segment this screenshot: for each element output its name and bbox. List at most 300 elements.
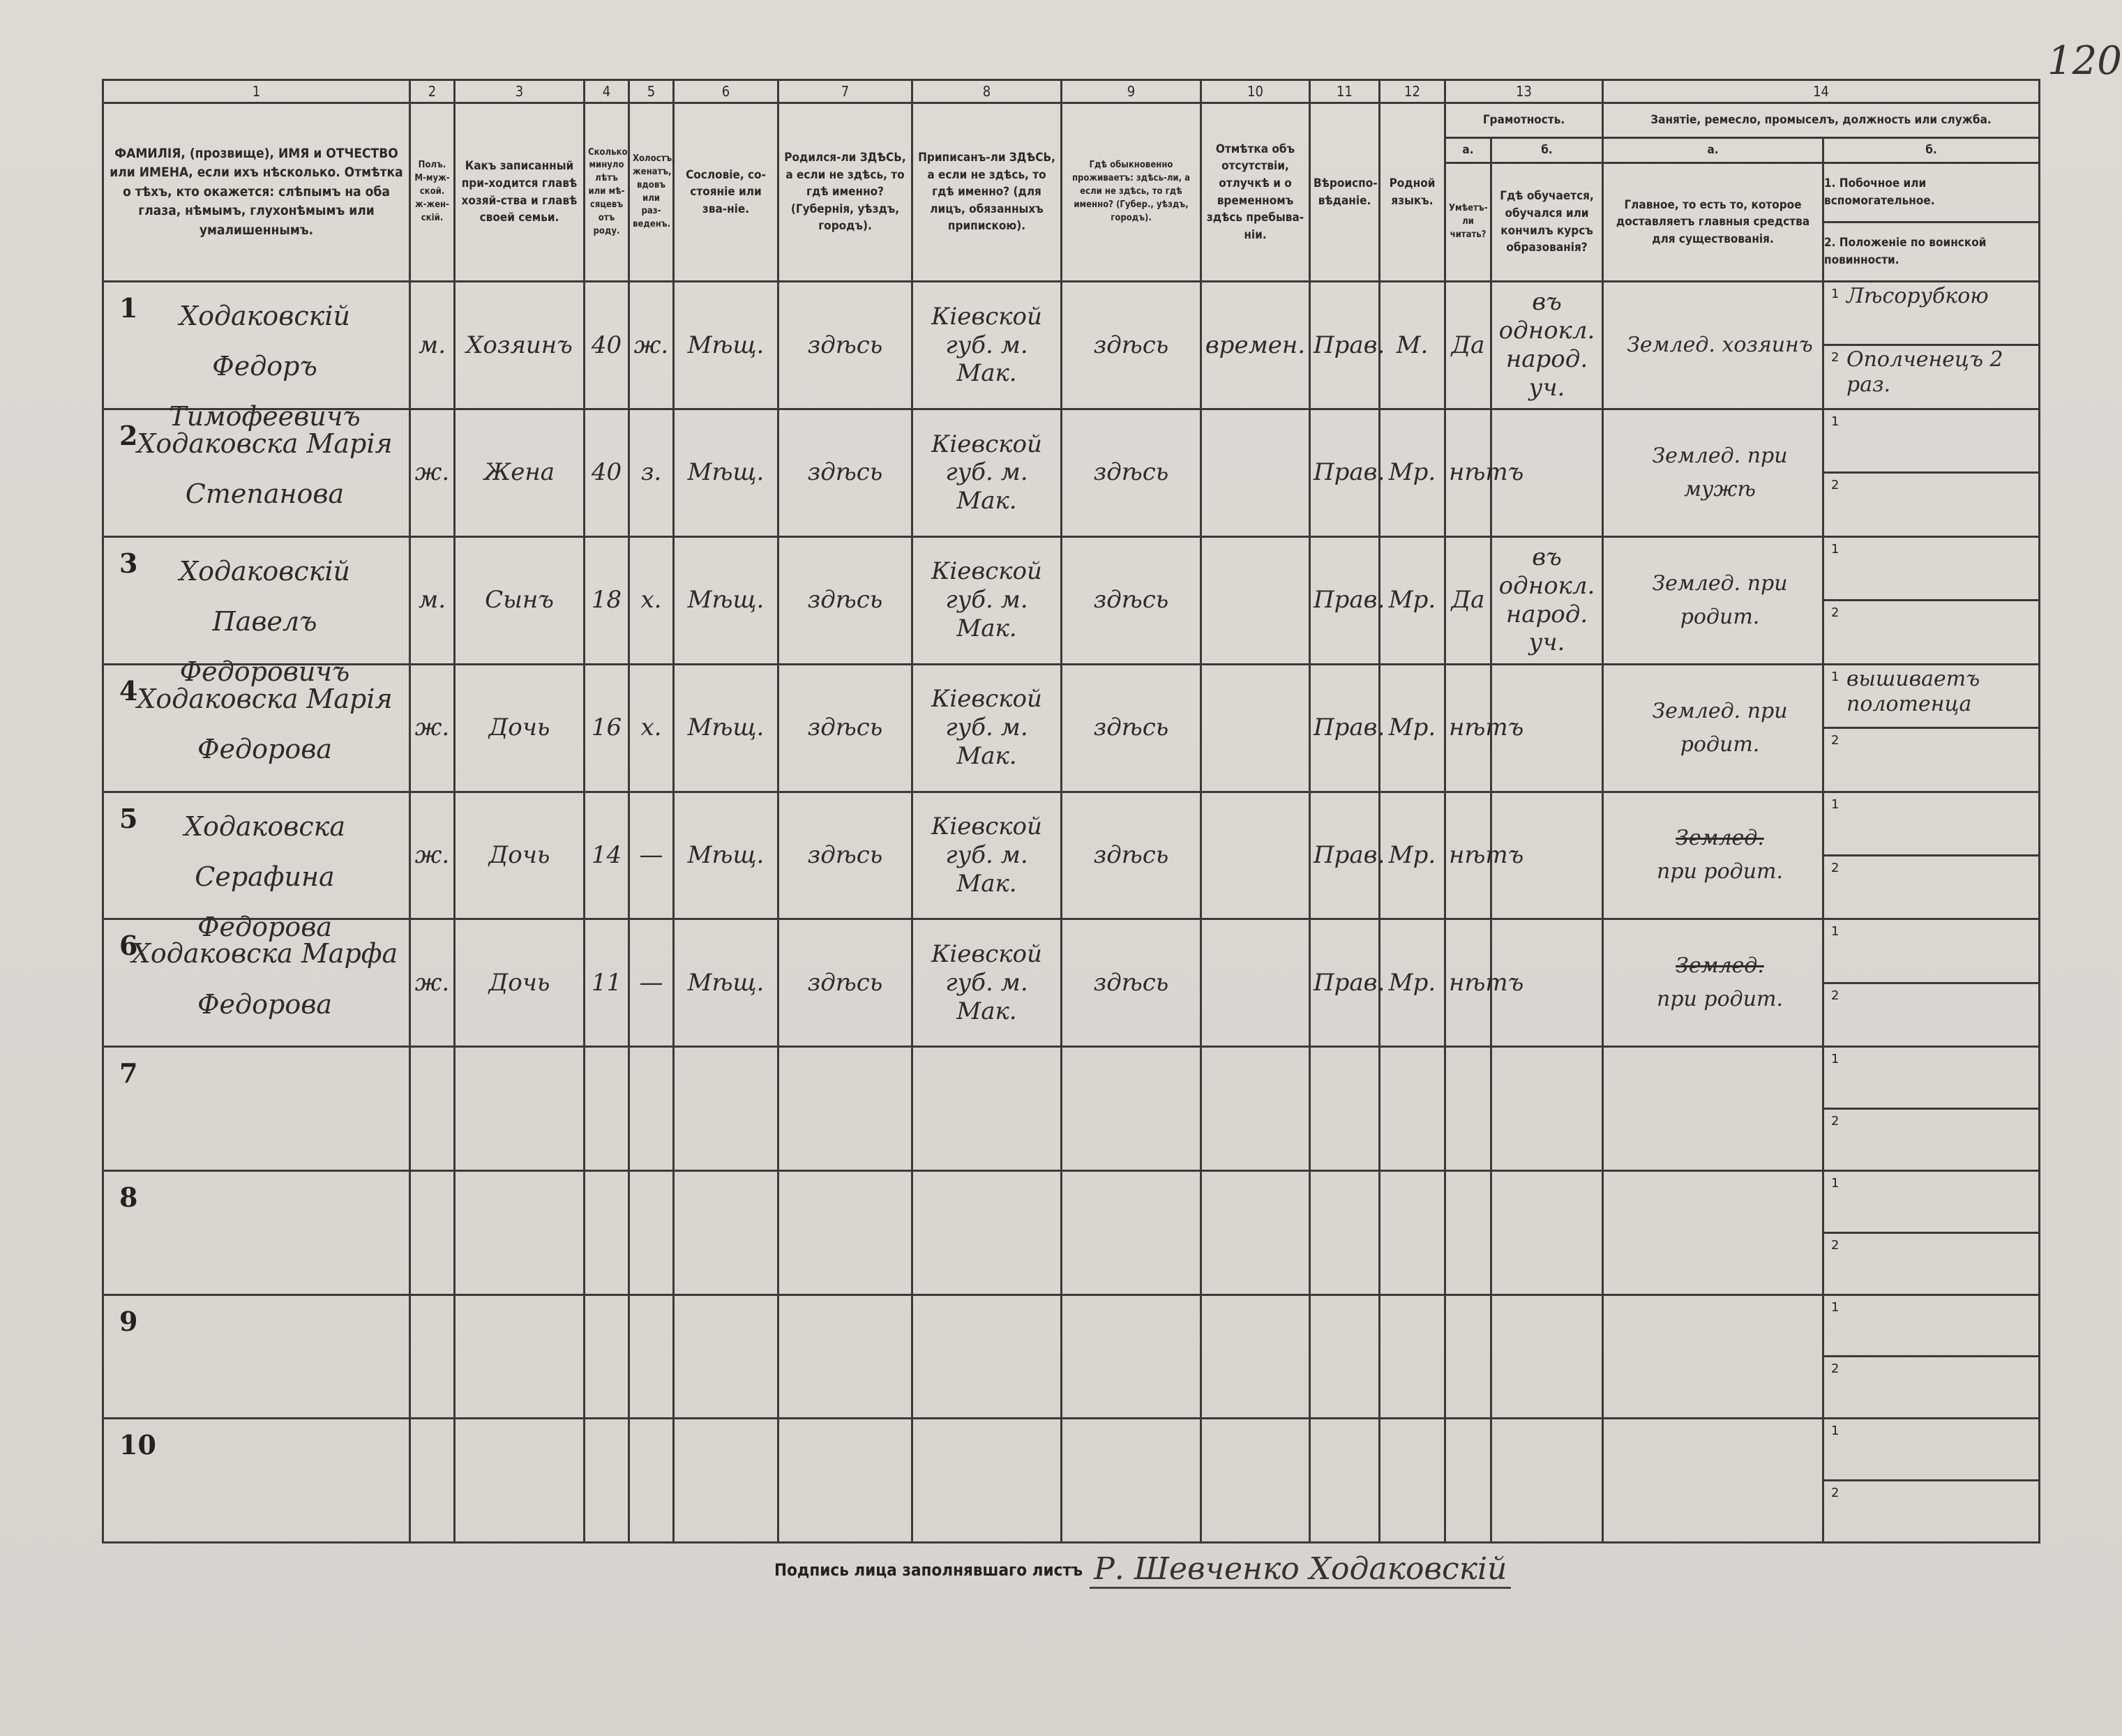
cell-age <box>585 1170 629 1295</box>
cell-marital <box>629 409 674 536</box>
header-row-1 <box>103 103 2040 138</box>
row-number: 5 <box>119 802 138 834</box>
value-born: здѣсь <box>807 714 883 742</box>
value-estate: Мѣщ. <box>687 841 765 870</box>
occupation-struck: Землед. <box>1676 953 1764 979</box>
cell-literate <box>1445 664 1524 792</box>
sub-index: 2 <box>1831 350 1839 365</box>
person-name-cell <box>103 792 410 942</box>
cell-religion <box>1310 919 1385 1047</box>
cell-sex <box>410 282 455 409</box>
col-number: 9 <box>1062 80 1201 103</box>
value-education: въ однокл. народ. уч. <box>1498 288 1595 402</box>
value-residence: здѣсь <box>1093 586 1169 614</box>
header-marital: Холостъ, женатъ, вдовъ или раз-веденъ. <box>629 103 674 282</box>
value-relation: Дочь <box>488 841 550 870</box>
table-row <box>103 1295 2040 1419</box>
person-name-cell <box>103 919 410 1047</box>
value-sex: ж. <box>414 841 450 870</box>
value-estate: Мѣщ. <box>687 458 765 487</box>
cell-sex <box>410 919 455 1047</box>
cell-estate <box>674 664 778 792</box>
value-age: 16 <box>591 714 622 742</box>
person-name-cell <box>103 536 410 688</box>
value-born: здѣсь <box>807 968 883 997</box>
military-status-2 <box>1824 474 2038 535</box>
cell-age <box>585 536 629 664</box>
header-occupation-b-letter: б. <box>1823 138 2040 163</box>
cell-registered <box>912 282 1062 409</box>
value-age: 11 <box>591 968 622 997</box>
military-status-2 <box>1824 346 2038 407</box>
cell-relation <box>455 792 585 919</box>
page-number: 120 <box>2047 38 2122 84</box>
header-education: Гдѣ обучается, обучался или кончилъ курсъ образованія? <box>1491 163 1603 282</box>
cell-estate <box>674 282 778 409</box>
col-number: 11 <box>1310 80 1380 103</box>
sub-index: 2 <box>1831 860 1839 875</box>
table-row <box>103 536 2040 664</box>
value-born: здѣсь <box>807 586 883 614</box>
signature-value: Р. Шевченко Ходаковскiй <box>1090 1551 1511 1589</box>
value-residence: здѣсь <box>1093 841 1169 870</box>
cell-residence <box>1062 1419 1201 1543</box>
sub-index: 1 <box>1831 924 1839 939</box>
cell-registered <box>912 1295 1062 1419</box>
military-status-2 <box>1824 1481 2038 1541</box>
cell-relation <box>455 536 585 664</box>
signature-line <box>774 1551 1511 1589</box>
table-row <box>103 919 2040 1047</box>
side-occupation-value: вышиваетъ полотенца <box>1846 666 1980 716</box>
value-estate: Мѣщ. <box>687 968 765 997</box>
sub-index: 2 <box>1831 605 1839 621</box>
cell-relation <box>455 1047 585 1171</box>
person-name-cell <box>103 664 410 792</box>
col-number: 1 <box>103 80 410 103</box>
cell-residence <box>1062 664 1201 792</box>
cell-occupation <box>1603 1170 1823 1295</box>
column-number-row <box>103 80 2040 103</box>
cell-age <box>585 1295 629 1419</box>
cell-marital <box>629 919 674 1047</box>
cell-marital <box>629 1170 674 1295</box>
header-name: ФАМИЛІЯ, (прозвище), ИМЯ и ОТЧЕСТВО или ИМЕНА, если ихъ нѣсколько. Отмѣтка о тѣхъ, кто окажется: слѣпымъ на оба глаза, нѣмымъ, глухонѣмымъ или умалишеннымъ. <box>103 103 410 282</box>
header-relation: Какъ записанный при-ходится главѣ хозяй-ства и главѣ своей семьи. <box>455 103 585 282</box>
col-number: 14 <box>1603 80 2040 103</box>
cell-registered <box>912 409 1062 536</box>
value-literate: нѣтъ <box>1449 968 1524 997</box>
sub-index: 1 <box>1831 1052 1839 1067</box>
side-occupation-1 <box>1824 538 2038 601</box>
value-age: 18 <box>591 586 622 614</box>
row-number: 8 <box>119 1181 138 1213</box>
cell-language <box>1380 1419 1445 1543</box>
sub-index: 1 <box>1831 414 1839 429</box>
cell-religion <box>1310 536 1385 664</box>
row-number: 9 <box>119 1305 138 1337</box>
table-row <box>103 282 2040 409</box>
sub-index: 1 <box>1831 287 1839 301</box>
cell-education <box>1491 1295 1603 1419</box>
person-name-cell <box>103 1170 410 1295</box>
sub-index: 2 <box>1831 478 1839 493</box>
col-number: 5 <box>629 80 674 103</box>
value-estate: Мѣщ. <box>687 714 765 742</box>
cell-literate <box>1445 282 1491 409</box>
cell-absence <box>1201 536 1310 664</box>
cell-marital <box>629 282 674 409</box>
cell-born <box>778 536 912 664</box>
sub-index: 2 <box>1831 1361 1839 1377</box>
cell-religion <box>1310 282 1385 409</box>
side-occupation-1 <box>1824 1048 2038 1110</box>
cell-absence <box>1201 1419 1310 1543</box>
cell-registered <box>912 1047 1062 1171</box>
cell-literate <box>1445 792 1524 919</box>
person-name-cell <box>103 1047 410 1171</box>
value-age: 40 <box>591 331 622 359</box>
occupation-main: Землед. хозяинъ <box>1627 332 1813 357</box>
cell-religion <box>1310 792 1385 919</box>
cell-registered <box>912 1419 1062 1543</box>
col-number: 3 <box>455 80 585 103</box>
cell-absence <box>1201 1295 1310 1419</box>
value-estate: Мѣщ. <box>687 331 765 359</box>
table-row <box>103 792 2040 919</box>
table-row <box>103 409 2040 536</box>
value-marital: — <box>639 968 663 997</box>
value-age: 14 <box>591 841 622 870</box>
value-religion: Прав. <box>1314 714 1385 742</box>
cell-sex <box>410 536 455 664</box>
col-number: 6 <box>674 80 778 103</box>
cell-residence <box>1062 282 1201 409</box>
cell-occupation <box>1603 919 1823 1047</box>
value-relation: Сынъ <box>485 586 554 614</box>
cell-side-occupation <box>1823 919 2040 1047</box>
value-marital: х. <box>640 586 662 614</box>
cell-education <box>1491 1170 1603 1295</box>
header-absence: Отмѣтка объ отсутствіи, отлучкѣ и о временномъ здѣсь пребыва-ніи. <box>1201 103 1310 282</box>
cell-born <box>778 664 912 792</box>
value-religion: Прав. <box>1314 968 1385 997</box>
cell-residence <box>1062 792 1201 919</box>
header-residence: Гдѣ обыкновенно проживаетъ: здѣсь-ли, а если не здѣсь, то гдѣ именно? (Губер., уѣздъ, городъ). <box>1062 103 1201 282</box>
cell-residence <box>1062 1170 1201 1295</box>
side-occupation-1 <box>1824 410 2038 474</box>
person-name-cell <box>103 1295 410 1419</box>
cell-occupation <box>1603 1295 1823 1419</box>
census-table <box>102 79 2040 1543</box>
cell-sex <box>410 1170 455 1295</box>
military-status-2 <box>1824 1357 2038 1417</box>
cell-marital <box>629 536 674 664</box>
cell-literate <box>1445 1170 1491 1295</box>
cell-relation <box>455 919 585 1047</box>
cell-estate <box>674 919 778 1047</box>
military-status-2 <box>1824 1234 2038 1294</box>
side-occupation-1 <box>1824 665 2038 729</box>
value-education: въ однокл. народ. уч. <box>1498 543 1595 657</box>
sub-index: 2 <box>1831 1486 1839 1501</box>
sub-index: 1 <box>1831 1299 1839 1315</box>
cell-age <box>585 409 629 536</box>
cell-occupation <box>1603 792 1823 919</box>
value-registered: Кіевской губ. м. Мак. <box>931 685 1042 770</box>
occupation-main: Землед. при родит. <box>1652 571 1788 629</box>
side-occupation-1 <box>1824 793 2038 856</box>
value-language: Мр. <box>1388 586 1436 614</box>
sub-index: 1 <box>1831 669 1839 684</box>
value-marital: з. <box>640 458 662 487</box>
cell-registered <box>912 919 1062 1047</box>
value-literate: нѣтъ <box>1449 841 1524 870</box>
value-literate: Да <box>1451 331 1485 359</box>
cell-absence <box>1201 409 1310 536</box>
cell-education <box>1491 282 1603 409</box>
cell-born <box>778 282 912 409</box>
col-number: 2 <box>410 80 455 103</box>
cell-born <box>778 1295 912 1419</box>
value-sex: ж. <box>414 714 450 742</box>
header-literacy-b-letter: б. <box>1491 138 1603 163</box>
cell-literate <box>1445 1419 1491 1543</box>
cell-registered <box>912 536 1062 664</box>
row-number: 10 <box>119 1429 156 1461</box>
cell-marital <box>629 1295 674 1419</box>
table-row <box>103 1170 2040 1295</box>
cell-relation <box>455 409 585 536</box>
cell-absence <box>1201 664 1310 792</box>
cell-language <box>1380 409 1445 536</box>
cell-sex <box>410 1419 455 1543</box>
value-religion: Прав. <box>1314 458 1385 487</box>
cell-registered <box>912 664 1062 792</box>
signature-label: Подпись лица заполнявшаго листъ <box>774 1560 1083 1580</box>
value-literate: нѣтъ <box>1449 458 1524 487</box>
cell-occupation <box>1603 536 1823 664</box>
cell-language <box>1380 536 1445 664</box>
cell-age <box>585 664 629 792</box>
table-row <box>103 664 2040 792</box>
cell-marital <box>629 792 674 919</box>
col-number: 8 <box>912 80 1062 103</box>
cell-religion <box>1310 1170 1380 1295</box>
cell-religion <box>1310 1419 1380 1543</box>
cell-residence <box>1062 919 1201 1047</box>
cell-born <box>778 919 912 1047</box>
value-marital: х. <box>640 714 662 742</box>
cell-side-occupation <box>1823 1295 2040 1419</box>
cell-estate <box>674 792 778 919</box>
header-side-1: 1. Побочное или вспомогательное. <box>1824 164 2038 223</box>
cell-side-occupation <box>1823 282 2040 409</box>
cell-sex <box>410 1295 455 1419</box>
row-number: 2 <box>119 419 138 451</box>
cell-relation <box>455 664 585 792</box>
occupation-main: при родит. <box>1657 987 1783 1012</box>
value-estate: Мѣщ. <box>687 586 765 614</box>
header-main-occupation: Главное, то есть то, которое доставляетъ главныя средства для существованія. <box>1603 163 1823 282</box>
col-number: 7 <box>778 80 912 103</box>
cell-side-occupation <box>1823 1170 2040 1295</box>
value-marital: — <box>639 841 663 870</box>
cell-language <box>1380 1295 1445 1419</box>
person-name-cell <box>103 1419 410 1543</box>
occupation-struck: Землед. <box>1676 826 1764 851</box>
side-occupation-1 <box>1824 1172 2038 1234</box>
value-religion: Прав. <box>1314 331 1385 359</box>
cell-born <box>778 409 912 536</box>
cell-estate <box>674 536 778 664</box>
cell-absence <box>1201 282 1310 409</box>
cell-residence <box>1062 1295 1201 1419</box>
value-registered: Кіевской губ. м. Мак. <box>931 557 1042 643</box>
header-religion: Вѣроиспо-вѣданіе. <box>1310 103 1380 282</box>
value-residence: здѣсь <box>1093 458 1169 487</box>
value-residence: здѣсь <box>1093 968 1169 997</box>
cell-born <box>778 1047 912 1171</box>
military-status-2 <box>1824 984 2038 1046</box>
cell-literate <box>1445 536 1491 664</box>
sub-index: 2 <box>1831 733 1839 748</box>
person-name: Ходаковска Марфа Федорова <box>131 938 398 1020</box>
cell-occupation <box>1603 664 1823 792</box>
cell-side-occupation <box>1823 1047 2040 1171</box>
value-relation: Дочь <box>488 714 550 742</box>
value-language: Мр. <box>1388 841 1436 870</box>
value-language: Мр. <box>1388 968 1436 997</box>
person-name: Ходаковска Серафина Федорова <box>184 810 345 942</box>
cell-religion <box>1310 1047 1380 1171</box>
value-age: 40 <box>591 458 622 487</box>
cell-occupation <box>1603 409 1823 536</box>
cell-estate <box>674 1047 778 1171</box>
cell-language <box>1380 1047 1445 1171</box>
header-age: Сколько минуло лѣтъ или мѣ-сяцевъ отъ роду. <box>585 103 629 282</box>
value-registered: Кіевской губ. м. Мак. <box>931 430 1042 515</box>
cell-education <box>1491 1047 1603 1171</box>
cell-language <box>1380 282 1445 409</box>
value-absence: времен. <box>1205 331 1306 359</box>
military-status-2 <box>1824 601 2038 663</box>
cell-literate <box>1445 919 1524 1047</box>
occupation-main: Землед. при родит. <box>1652 698 1788 757</box>
cell-side-occupation <box>1823 1419 2040 1543</box>
cell-education <box>1491 536 1603 664</box>
cell-age <box>585 282 629 409</box>
value-relation: Жена <box>484 458 555 487</box>
header-sex: Полъ. М-муж-ской. ж-жен-скій. <box>410 103 455 282</box>
cell-language <box>1380 919 1445 1047</box>
header-military-2: 2. Положеніе по воинской повинности. <box>1824 236 1987 267</box>
value-registered: Кіевской губ. м. Мак. <box>931 940 1042 1025</box>
cell-sex <box>410 1047 455 1171</box>
header-language: Родной языкъ. <box>1380 103 1445 282</box>
value-language: М. <box>1396 331 1429 359</box>
military-status-value: Ополченецъ 2 раз. <box>1846 347 2003 398</box>
table-row <box>103 1419 2040 1543</box>
row-number: 3 <box>119 547 138 579</box>
cell-religion <box>1310 1295 1380 1419</box>
value-residence: здѣсь <box>1093 714 1169 742</box>
col-number: 4 <box>585 80 629 103</box>
header-can-read: Умѣетъ-ли читать? <box>1445 163 1491 282</box>
row-number: 1 <box>119 292 138 324</box>
cell-occupation <box>1603 282 1823 409</box>
cell-marital <box>629 664 674 792</box>
side-occupation-1 <box>1824 1419 2038 1481</box>
sub-index: 1 <box>1831 1424 1839 1439</box>
cell-literate <box>1445 1295 1491 1419</box>
header-side-occupation <box>1823 163 2040 282</box>
value-relation: Дочь <box>488 968 550 997</box>
cell-absence <box>1201 1170 1310 1295</box>
cell-relation <box>455 1170 585 1295</box>
value-literate: Да <box>1451 586 1485 614</box>
cell-age <box>585 792 629 919</box>
cell-marital <box>629 1419 674 1543</box>
value-language: Мр. <box>1388 458 1436 487</box>
sub-index: 1 <box>1831 541 1839 557</box>
cell-registered <box>912 792 1062 919</box>
cell-residence <box>1062 1047 1201 1171</box>
sub-index: 1 <box>1831 1175 1839 1191</box>
cell-side-occupation <box>1823 664 2040 792</box>
col-number: 12 <box>1380 80 1445 103</box>
military-status-2 <box>1824 1110 2038 1170</box>
cell-sex <box>410 409 455 536</box>
cell-relation <box>455 282 585 409</box>
col-number: 10 <box>1201 80 1310 103</box>
value-religion: Прав. <box>1314 586 1385 614</box>
cell-side-occupation <box>1823 792 2040 919</box>
military-status-2 <box>1824 729 2038 790</box>
cell-absence <box>1201 919 1310 1047</box>
value-language: Мр. <box>1388 714 1436 742</box>
person-name: Ходаковскiй Федоръ Тимофеевичъ <box>169 301 361 432</box>
header-registered: Приписанъ-ли ЗДѢСЬ, а если не здѣсь, то гдѣ именно? (для лицъ, обязанныхъ припискою). <box>912 103 1062 282</box>
side-occupation-value: Лѣсорубкою <box>1846 284 1989 308</box>
cell-estate <box>674 1419 778 1543</box>
cell-estate <box>674 409 778 536</box>
cell-literate <box>1445 409 1524 536</box>
value-born: здѣсь <box>807 458 883 487</box>
value-sex: ж. <box>414 968 450 997</box>
cell-born <box>778 792 912 919</box>
row-number: 6 <box>119 930 138 962</box>
cell-residence <box>1062 536 1201 664</box>
side-occupation-1 <box>1824 920 2038 983</box>
cell-language <box>1380 1170 1445 1295</box>
cell-absence <box>1201 1047 1310 1171</box>
header-occupation-a-letter: а. <box>1603 138 1823 163</box>
cell-side-occupation <box>1823 409 2040 536</box>
cell-estate <box>674 1170 778 1295</box>
cell-relation <box>455 1295 585 1419</box>
cell-age <box>585 1047 629 1171</box>
person-name-cell <box>103 409 410 536</box>
cell-absence <box>1201 792 1310 919</box>
cell-sex <box>410 792 455 919</box>
cell-language <box>1380 792 1445 919</box>
value-relation: Хозяинъ <box>466 331 573 359</box>
value-religion: Прав. <box>1314 841 1385 870</box>
cell-education <box>1491 1419 1603 1543</box>
person-name: Ходаковска Марія Степанова <box>137 428 393 510</box>
header-literacy-a-letter: а. <box>1445 138 1491 163</box>
